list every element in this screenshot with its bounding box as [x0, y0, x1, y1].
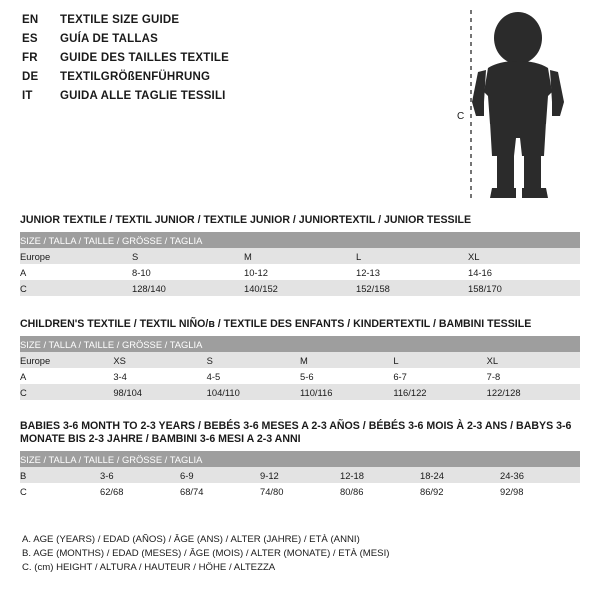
table-header-row: [20, 336, 580, 352]
cell: 128/140: [132, 280, 244, 296]
figure-illustration: [440, 6, 590, 206]
row-label: A: [20, 266, 27, 278]
cell: 6-7: [393, 370, 407, 382]
legend-line-a: A. AGE (YEARS) / EDAD (AÑOS) / ÂGE (ANS) / ALTER (JAHRE) / ETÀ (ANNI): [22, 534, 360, 545]
cell: 92/98: [500, 485, 524, 497]
table-row: [20, 352, 580, 368]
language-row: [22, 52, 352, 70]
language-title: GUÍA DE TALLAS: [60, 33, 158, 45]
language-row: [22, 14, 352, 32]
row-label: C: [20, 384, 113, 400]
cell: 18-24: [420, 467, 500, 483]
language-title: TEXTILE SIZE GUIDE: [60, 14, 180, 26]
section-babies-textile: [20, 420, 580, 499]
language-title-block: [22, 14, 352, 109]
cell: XL: [468, 248, 580, 264]
section-children-textile: [20, 318, 580, 400]
cell: M: [244, 248, 356, 264]
cell: 68/74: [180, 485, 204, 497]
cell: 3-6: [100, 467, 180, 483]
section-title: JUNIOR TEXTILE / TEXTIL JUNIOR / TEXTILE JUNIOR / JUNIORTEXTIL / JUNIOR TESSILE: [20, 214, 472, 226]
table-row: [20, 280, 580, 296]
cell: 86/92: [420, 485, 444, 497]
table-header-label: SIZE / TALLA / TAILLE / GRÖSSE / TAGLIA: [20, 451, 580, 467]
language-row: [22, 33, 352, 51]
cell: 98/104: [113, 384, 206, 400]
row-label: C: [20, 485, 27, 497]
size-table-junior: [20, 232, 580, 296]
section-junior-textile: [20, 214, 580, 296]
section-title: BABIES 3-6 MONTH TO 2-3 YEARS / BEBÉS 3-6 MESES A 2-3 AÑOS / BÉBÉS 3-6 MOIS À 2-3 ANS / BABYS 3-6 MONATE BIS 2-3 JAHRE / BAMBINI 3-6 MESI A 2-3 ANNI: [20, 420, 572, 445]
cell: 116/122: [393, 384, 486, 400]
table-row: [20, 264, 580, 280]
row-label: C: [20, 280, 132, 296]
cell: 10-12: [244, 266, 268, 278]
language-title: GUIDE DES TAILLES TEXTILE: [60, 52, 229, 64]
language-code: FR: [22, 52, 38, 64]
cell: 5-6: [299, 370, 314, 382]
cell: 12-13: [356, 266, 380, 278]
cell: 140/152: [244, 280, 356, 296]
row-label: Europe: [20, 248, 132, 264]
height-measure-label: C: [457, 111, 465, 122]
cell: S: [132, 248, 244, 264]
table-row: [20, 368, 580, 384]
cell: M: [300, 352, 393, 368]
cell: 6-9: [180, 467, 260, 483]
table-header-label: SIZE / TALLA / TAILLE / GRÖSSE / TAGLIA: [20, 232, 580, 248]
language-code: DE: [22, 71, 39, 83]
table-header-row: [20, 451, 580, 467]
row-label: B: [20, 467, 100, 483]
cell: 80/86: [340, 485, 364, 497]
section-title: CHILDREN'S TEXTILE / TEXTIL NIÑO/ʙ / TEXTILE DES ENFANTS / KINDERTEXTIL / BAMBINI TESSILE: [20, 318, 532, 330]
table-row: [20, 483, 580, 499]
cell: 7-8: [486, 370, 501, 382]
language-row: [22, 90, 352, 108]
row-label: A: [20, 370, 27, 382]
cell: L: [393, 352, 486, 368]
cell: XS: [113, 352, 206, 368]
row-label: Europe: [20, 352, 113, 368]
legend-line-b: B. AGE (MONTHS) / EDAD (MESES) / ÂGE (MOIS) / ALTER (MONATE) / ETÀ (MESI): [22, 548, 390, 559]
cell: 4-5: [206, 370, 221, 382]
table-header-label: SIZE / TALLA / TAILLE / GRÖSSE / TAGLIA: [20, 336, 580, 352]
language-title: TEXTILGRÖßENFÜHRUNG: [60, 71, 211, 83]
language-code: EN: [22, 14, 39, 26]
language-code: ES: [22, 33, 38, 45]
legend-block: [22, 533, 582, 575]
cell: 8-10: [132, 266, 151, 278]
cell: 9-12: [260, 467, 340, 483]
table-row: [20, 467, 580, 483]
language-row: [22, 71, 352, 89]
cell: 14-16: [468, 266, 492, 278]
table-row: [20, 248, 580, 264]
cell: 74/80: [260, 485, 284, 497]
table-header-row: [20, 232, 580, 248]
legend-line-c: C. (cm) HEIGHT / ALTURA / HAUTEUR / HÖHE / ALTEZZA: [22, 562, 276, 573]
cell: S: [207, 352, 300, 368]
cell: 104/110: [207, 384, 300, 400]
cell: 110/116: [300, 384, 393, 400]
cell: XL: [487, 352, 580, 368]
language-code: IT: [22, 90, 33, 102]
table-row: [20, 384, 580, 400]
cell: 62/68: [100, 485, 124, 497]
size-table-babies: [20, 451, 580, 499]
toddler-silhouette-icon: [440, 6, 590, 206]
cell: L: [356, 248, 468, 264]
cell: 152/158: [356, 280, 468, 296]
cell: 158/170: [468, 280, 580, 296]
size-table-children: [20, 336, 580, 400]
cell: 122/128: [487, 384, 580, 400]
language-title: GUIDA ALLE TAGLIE TESSILI: [60, 90, 226, 102]
cell: 24-36: [500, 467, 580, 483]
cell: 3-4: [113, 370, 127, 382]
cell: 12-18: [340, 467, 420, 483]
